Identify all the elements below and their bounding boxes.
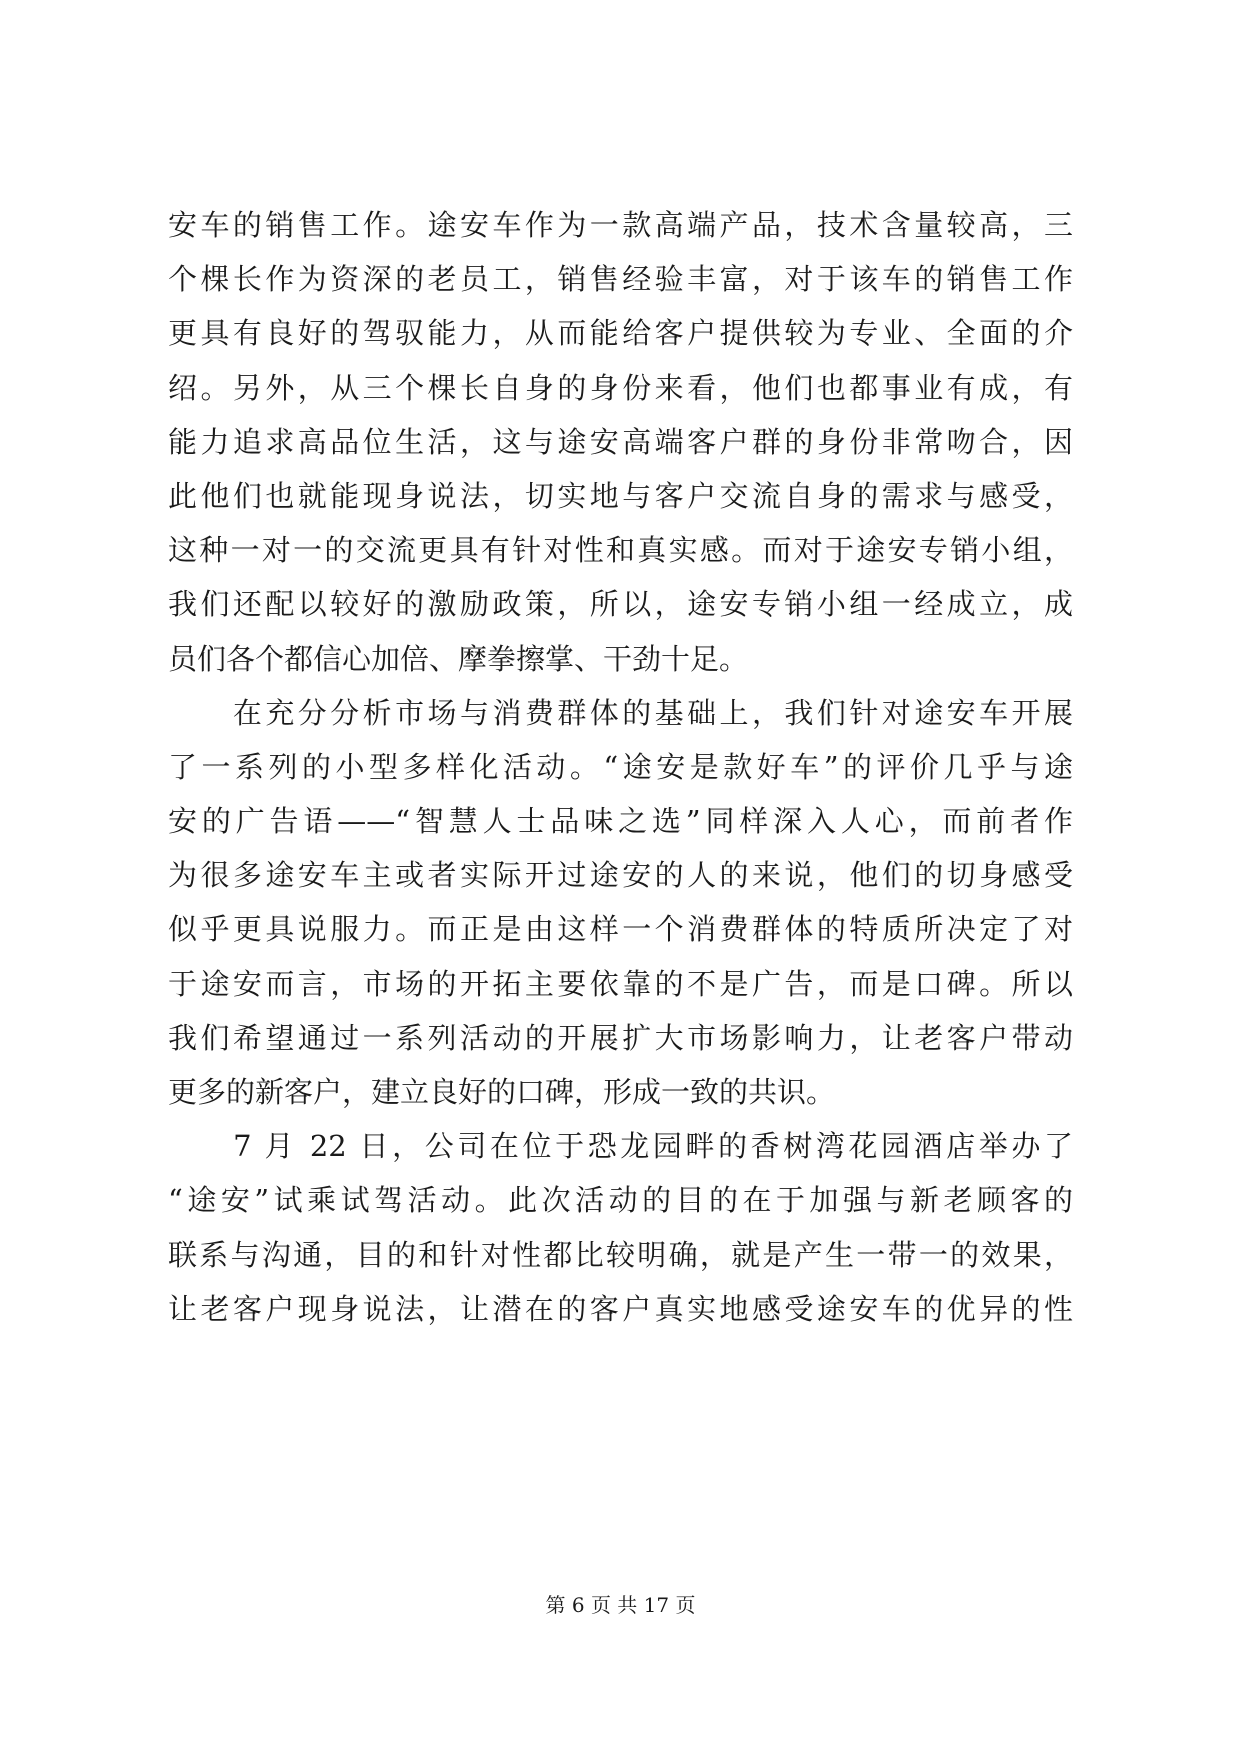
text-line: 让老客户现身说法，让潜在的客户真实地感受途安车的优异的性	[168, 1291, 1073, 1326]
text-line: 为很多途安车主或者实际开过途安的人的来说，他们的切身感受	[168, 858, 1073, 893]
text-line: “途安”试乘试驾活动。此次活动的目的在于加强与新老顾客的	[168, 1183, 1073, 1218]
text-line: 能力追求高品位生活，这与途安高端客户群的身份非常吻合，因	[168, 424, 1073, 459]
text-line: 了一系列的小型多样化活动。“途安是款好车”的评价几乎与途	[168, 749, 1073, 784]
text-line: 更多的新客户，建立良好的口碑，形成一致的共识。	[168, 1075, 836, 1109]
text-line: 似乎更具说服力。而正是由这样一个消费群体的特质所决定了对	[168, 912, 1073, 947]
body-text	[168, 198, 1073, 1336]
text-line: 我们还配以较好的激励政策，所以，途安专销小组一经成立，成	[168, 587, 1073, 622]
text-line: 绍。另外，从三个棵长自身的身份来看，他们也都事业有成，有	[168, 370, 1073, 405]
page-number-footer: 第 6 页 共 17 页	[545, 1593, 696, 1617]
text-line: 7 月 22 日，公司在位于恐龙园畔的香树湾花园酒店举办了	[168, 1129, 1073, 1164]
text-line: 此他们也就能现身说法，切实地与客户交流自身的需求与感受，	[168, 478, 1073, 513]
text-line: 安的广告语——“智慧人士品味之选”同样深入人心，而前者作	[168, 804, 1073, 839]
text-line: 于途安而言，市场的开拓主要依靠的不是广告，而是口碑。所以	[168, 966, 1073, 1001]
text-line: 员们各个都信心加倍、摩拳擦掌、干劲十足。	[168, 641, 749, 676]
text-line: 在充分分析市场与消费群体的基础上，我们针对途安车开展	[168, 695, 1073, 730]
text-line: 这种一对一的交流更具有针对性和真实感。而对于途安专销小组，	[168, 533, 1073, 568]
text-line: 安车的销售工作。途安车作为一款高端产品，技术含量较高，三	[168, 208, 1073, 242]
text-line: 联系与沟通，目的和针对性都比较明确，就是产生一带一的效果，	[168, 1237, 1073, 1272]
text-line: 个棵长作为资深的老员工，销售经验丰富，对于该车的销售工作	[168, 262, 1073, 297]
text-line: 更具有良好的驾驭能力，从而能给客户提供较为专业、全面的介	[168, 316, 1073, 351]
text-line: 我们希望通过一系列活动的开展扩大市场影响力，让老客户带动	[168, 1020, 1073, 1055]
